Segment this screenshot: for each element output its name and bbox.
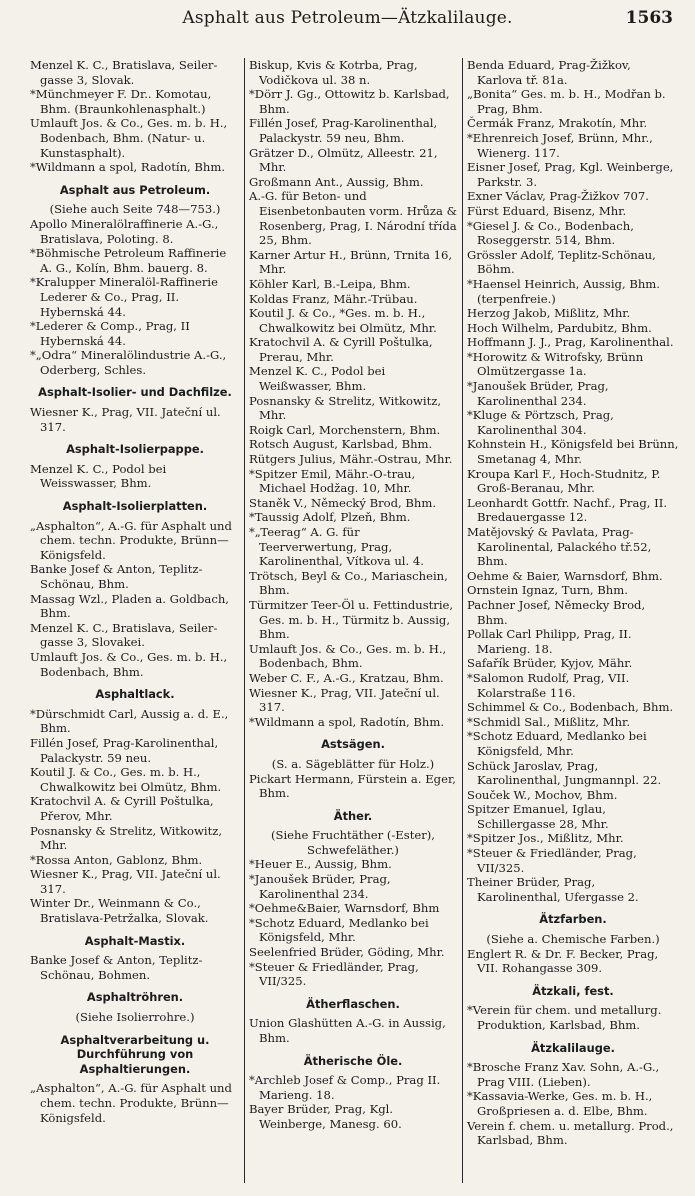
directory-entry: A.-G. für Beton- und Eisenbetonbauten vorm. Hrůza & Rosenberg, Prag, I. Národní třída 25, Bhm. <box>249 189 461 248</box>
directory-entry: *Böhmische Petroleum Raffinerie A. G., Kolín, Bhm. bauerg. 8. <box>30 246 230 275</box>
section-heading: Asphalt-Isolierpappe. <box>66 442 204 457</box>
directory-entry: Pickart Hermann, Fürstein a. Eger, Bhm. <box>249 771 460 801</box>
page-title: Asphalt aus Petroleum—Ätzkalilauge. <box>182 8 513 28</box>
directory-entry: Roigk Carl, Morchenstern, Bhm. <box>249 422 441 437</box>
directory-entry: *Spitzer Jos., Mißlitz, Mhr. <box>467 831 624 846</box>
directory-entry: Englert R. & Dr. F. Becker, Prag, VII. Rohangasse 309. <box>467 946 662 976</box>
directory-entry: „Asphalton“, A.-G. für Asphalt und chem. techn. Produkte, Brünn—Königsfeld. <box>30 518 236 562</box>
directory-entry: Pollak Carl Philipp, Prag, II. Marieng. 18. <box>467 627 636 656</box>
directory-entry: Matějovský & Pavlata, Prag-Karolinental, Palackého tř.52, Bhm. <box>467 525 656 569</box>
directory-entry: *„Teerag“ A. G. für Teerverwertung, Prag, Karolinenthal, Vítkova ul. 4. <box>249 525 424 569</box>
directory-entry: Menzel K. C., Podol bei Weißwasser, Bhm. <box>249 364 389 394</box>
section-heading: Asphalt aus Petroleum. <box>59 182 211 197</box>
directory-entry: *Heuer E., Aussig, Bhm. <box>249 857 392 872</box>
directory-entry: *Ehrenreich Josef, Brünn, Mhr., Wienerg. 117. <box>467 130 657 160</box>
directory-entry: *Verein für chem. und metallurg. Produktion, Karlsbad, Bhm. <box>467 1003 666 1032</box>
section-heading: Äther. <box>333 808 373 823</box>
directory-entry: Fillén Josef, Prag-Karolinenthal, Palackystr. 59 neu. <box>30 735 222 765</box>
directory-entry: Souček W., Mochov, Bhm. <box>467 787 618 802</box>
directory-entry: *Schmidl Sal., Mißlitz, Mhr. <box>467 714 631 729</box>
directory-entry: Weber C. F., A.-G., Kratzau, Bhm. <box>249 670 444 685</box>
section-heading: Asphalt-Isolierplatten. <box>62 499 208 514</box>
directory-entry: Čermák Franz, Mrakotín, Mhr. <box>467 116 648 131</box>
directory-entry: Seelenfried Brüder, Göding, Mhr. <box>249 945 445 960</box>
directory-entry: Kratochvil A. & Cyrill Poštulka, Přerov, Mhr. <box>30 794 218 823</box>
directory-entry: *Oehme&Baier, Warnsdorf, Bhm <box>249 901 440 916</box>
directory-entry: Safařík Brüder, Kyjov, Mähr. <box>467 656 633 671</box>
directory-entry: Kohnstein H., Königsfeld bei Brünn, Smetanag 4, Mhr. <box>467 437 683 467</box>
directory-entry: Leonhardt Gottfr. Nachf., Prag, II. Bredauergasse 12. <box>467 495 671 525</box>
directory-entry: Fürst Eduard, Bisenz, Mhr. <box>467 203 627 218</box>
directory-entry: Türmitzer Teer-Öl u. Fettindustrie, Ges. m. b. H., Türmitz b. Aussig, Bhm. <box>249 597 457 642</box>
directory-entry: Schimmel & Co., Bodenbach, Bhm. <box>467 700 674 715</box>
directory-entry: *Kassavia-Werke, Ges. m. b. H., Großpriesen a. d. Elbe, Bhm. <box>467 1089 657 1118</box>
directory-entry: *Dörr J. Gg., Ottowitz b. Karlsbad, Bhm. <box>249 87 454 116</box>
directory-entry: *Janoušek Brüder, Prag, Karolinenthal 234. <box>467 379 613 408</box>
section-note: (Siehe Isolierrohre.) <box>75 1010 195 1025</box>
directory-entry: Menzel K. C., Bratislava, Seiler-gasse 3, Slovakei. <box>30 620 218 650</box>
section-heading: Asphaltlack. <box>95 687 175 702</box>
directory-entry: *Steuer & Friedländer, Prag, VII/325. <box>467 846 641 875</box>
directory-entry: Banke Josef & Anton, Teplitz-Schönau, Bhm. <box>30 562 203 591</box>
directory-entry: Verein f. chem. u. metallurg. Prod., Karlsbad, Bhm. <box>467 1118 678 1148</box>
section-heading: Astsägen. <box>321 737 385 752</box>
directory-entry: Grätzer D., Olmütz, Alleestr. 21, Mhr. <box>249 145 442 175</box>
page-number: 1563 <box>625 8 673 28</box>
directory-entry: *Wildmann a spol, Radotín, Bhm. <box>249 714 445 729</box>
directory-entry: *Schotz Eduard, Medlanko bei Königsfeld, Mhr. <box>467 729 651 758</box>
directory-entry: Exner Václav, Prag-Žižkov 707. <box>467 189 649 204</box>
directory-entry: „Asphalton“, A.-G. für Asphalt und chem. techn. Produkte, Brünn—Königsfeld. <box>30 1081 236 1125</box>
directory-entry: Winter Dr., Weinmann & Co., Bratislava-Petržalka, Slovak. <box>30 896 209 926</box>
directory-entry: Union Glashütten A.-G. in Aussig, Bhm. <box>249 1016 450 1045</box>
directory-entry: *Münchmeyer F. Dr.. Komotau, Bhm. (Braunkohlenasphalt.) <box>30 87 215 116</box>
directory-entry: Karner Artur H., Brünn, Trnita 16, Mhr. <box>249 247 456 277</box>
section-heading: Asphalt-Isolier- und Dachfilze. <box>38 385 232 400</box>
directory-entry: *Kralupper Mineralöl-Raffinerie Lederer & Co., Prag, II. Hybernská 44. <box>30 275 222 319</box>
directory-entry: Fillén Josef, Prag-Karolinenthal, Palackystr. 59 neu, Bhm. <box>249 116 441 145</box>
section-note: (Siehe Fruchtäther (-Ester), Schwefeläther.) <box>271 828 435 857</box>
column-right <box>467 58 683 1148</box>
directory-entry: Großmann Ant., Aussig, Bhm. <box>249 174 424 189</box>
directory-entry: Wiesner K., Prag, VII. Jateční ul. 317. <box>30 405 225 434</box>
directory-entry: Theiner Brüder, Prag, Karolinenthal, Ufergasse 2. <box>467 875 639 904</box>
directory-entry: Ornstein Ignaz, Turn, Bhm. <box>467 583 628 598</box>
directory-entry: Biskup, Kvis & Kotrba, Prag, Vodičkova ul. 38 n. <box>249 58 422 87</box>
directory-entry: Menzel K. C., Bratislava, Seiler-gasse 3, Slovak. <box>30 58 218 87</box>
directory-entry: Menzel K. C., Podol bei Weisswasser, Bhm. <box>30 461 170 491</box>
directory-entry: Kroupa Karl F., Hoch-Studnitz, P. Groß-Beranau, Mhr. <box>467 466 665 496</box>
directory-entry: Herzog Jakob, Mißlitz, Mhr. <box>467 306 631 321</box>
directory-entry: „Bonita“ Ges. m. b. H., Modřan b. Prag, Bhm. <box>467 87 670 116</box>
directory-entry: Koutil J. & Co., *Ges. m. b. H., Chwalkowitz bei Olmütz, Mhr. <box>249 306 437 335</box>
section-heading: Asphaltverarbeitung u. Durchführung von Asphaltierungen. <box>60 1032 210 1076</box>
directory-entry: Benda Eduard, Prag-Žižkov, Karlova tř. 81a. <box>467 58 635 87</box>
directory-entry: Wiesner K., Prag, VII. Jateční ul. 317. <box>249 685 444 715</box>
directory-entry: *Kluge & Pörtzsch, Prag, Karolinenthal 304. <box>467 408 618 437</box>
section-heading: Ätherische Öle. <box>303 1053 403 1068</box>
directory-entry: Koldas Franz, Mähr.-Trübau. <box>249 291 418 306</box>
directory-entry: Massag Wzl., Pladen a. Goldbach, Bhm. <box>30 591 233 621</box>
directory-entry: Kratochvil A. & Cyrill Poštulka, Prerau, Mhr. <box>249 335 437 364</box>
directory-entry: *Rossa Anton, Gablonz, Bhm. <box>30 852 203 867</box>
directory-entry: Köhler Karl, B.-Leipa, Bhm. <box>249 276 411 291</box>
directory-entry: *Spitzer Emil, Mähr.-O-trau, Michael Hodžag. 10, Mhr. <box>249 466 419 496</box>
column-divider <box>462 58 463 1183</box>
section-heading: Ätherflaschen. <box>306 996 400 1011</box>
directory-entry: *Dürschmidt Carl, Aussig a. d. E., Bhm. <box>30 706 233 736</box>
column-divider <box>244 58 245 1183</box>
column-middle <box>249 58 461 1132</box>
directory-entry: *Taussig Adolf, Plzeň, Bhm. <box>249 510 411 525</box>
directory-entry: Umlauft Jos. & Co., Ges. m. b. H., Bodenbach, Bhm. <box>249 641 450 671</box>
section-heading: Ätzkali, fest. <box>532 983 614 998</box>
directory-entry: Hoffmann J. J., Prag, Karolinenthal. <box>467 335 674 350</box>
directory-entry: Koutil J. & Co., Ges. m. b. H., Chwalkowitz bei Olmütz, Bhm. <box>30 765 222 794</box>
directory-entry: *Salomon Rudolf, Prag, VII. Kolarstraße 116. <box>467 670 633 700</box>
directory-entry: *Horowitz & Witrofsky, Brünn Olmützergasse 1a. <box>467 349 647 379</box>
directory-entry: Bayer Brüder, Prag, Kgl. Weinberge, Manesg. 60. <box>249 1102 402 1131</box>
directory-entry: Schück Jaroslav, Prag, Karolinenthal, Jungmannpl. 22. <box>467 758 662 788</box>
directory-entry: *Brosche Franz Xav. Sohn, A.-G., Prag VIII. (Lieben). <box>467 1060 663 1089</box>
section-heading: Asphaltröhren. <box>86 990 184 1005</box>
directory-entry: Banke Josef & Anton, Teplitz-Schönau, Bohmen. <box>30 953 203 982</box>
directory-entry: *Lederer & Comp., Prag, II Hybernská 44. <box>30 319 194 348</box>
directory-entry: *Steuer & Friedländer, Prag, VII/325. <box>249 959 423 989</box>
directory-entry: Wiesner K., Prag, VII. Jateční ul. 317. <box>30 867 225 896</box>
column-left <box>30 58 240 1125</box>
directory-entry: Oehme & Baier, Warnsdorf, Bhm. <box>467 568 663 583</box>
directory-entry: *„Odra“ Mineralölindustrie A.-G., Oderberg, Schles. <box>30 348 230 377</box>
directory-entry: Staněk V., Německý Brod, Bhm. <box>249 495 437 510</box>
directory-entry: Grössler Adolf, Teplitz-Schönau, Böhm. <box>467 247 660 277</box>
directory-entry: *Schotz Eduard, Medlanko bei Königsfeld, Mhr. <box>249 915 433 945</box>
directory-entry: *Janoušek Brüder, Prag, Karolinenthal 234. <box>249 872 395 901</box>
directory-entry: Umlauft Jos. & Co., Ges. m. b. H., Bodenbach, Bhm. <box>30 649 231 679</box>
directory-entry: Rütgers Julius, Mähr.-Ostrau, Mhr. <box>249 452 453 467</box>
section-heading: Ätzkalilauge. <box>531 1040 615 1055</box>
directory-entry: Posnansky & Strelitz, Witkowitz, Mhr. <box>30 823 226 853</box>
section-note: (Siehe a. Chemische Farben.) <box>486 932 660 947</box>
directory-entry: Apollo Mineralölraffinerie A.-G., Bratislava, Poloting. 8. <box>30 216 223 246</box>
section-heading: Asphalt-Mastix. <box>84 933 186 948</box>
directory-entry: Posnansky & Strelitz, Witkowitz, Mhr. <box>249 393 445 423</box>
directory-entry: Hoch Wilhelm, Pardubitz, Bhm. <box>467 320 652 335</box>
directory-entry: *Wildmann a spol, Radotín, Bhm. <box>30 160 226 175</box>
section-heading: Ätzfarben. <box>539 912 607 927</box>
directory-entry: *Archleb Josef & Comp., Prag II. Marieng. 18. <box>249 1073 444 1102</box>
directory-entry: Umlauft Jos. & Co., Ges. m. b. H., Bodenbach, Bhm. (Natur- u. Kunstasphalt). <box>30 116 231 160</box>
page-header <box>0 6 695 34</box>
section-note: (S. a. Sägeblätter für Holz.) <box>271 756 435 771</box>
directory-entry: *Giesel J. & Co., Bodenbach, Roseggerstr. 514, Bhm. <box>467 218 638 248</box>
directory-entry: Pachner Josef, Německy Brod, Bhm. <box>467 597 649 627</box>
directory-entry: Trötsch, Beyl & Co., Mariaschein, Bhm. <box>249 568 452 598</box>
directory-entry: *Haensel Heinrich, Aussig, Bhm. (terpenfreie.) <box>467 276 664 306</box>
section-note: (Siehe auch Seite 748—753.) <box>49 202 221 217</box>
directory-entry: Rotsch August, Karlsbad, Bhm. <box>249 437 433 452</box>
directory-entry: Spitzer Emanuel, Iglau, Schillergasse 28, Mhr. <box>467 802 610 831</box>
directory-entry: Eisner Josef, Prag, Kgl. Weinberge, Parkstr. 3. <box>467 160 678 189</box>
